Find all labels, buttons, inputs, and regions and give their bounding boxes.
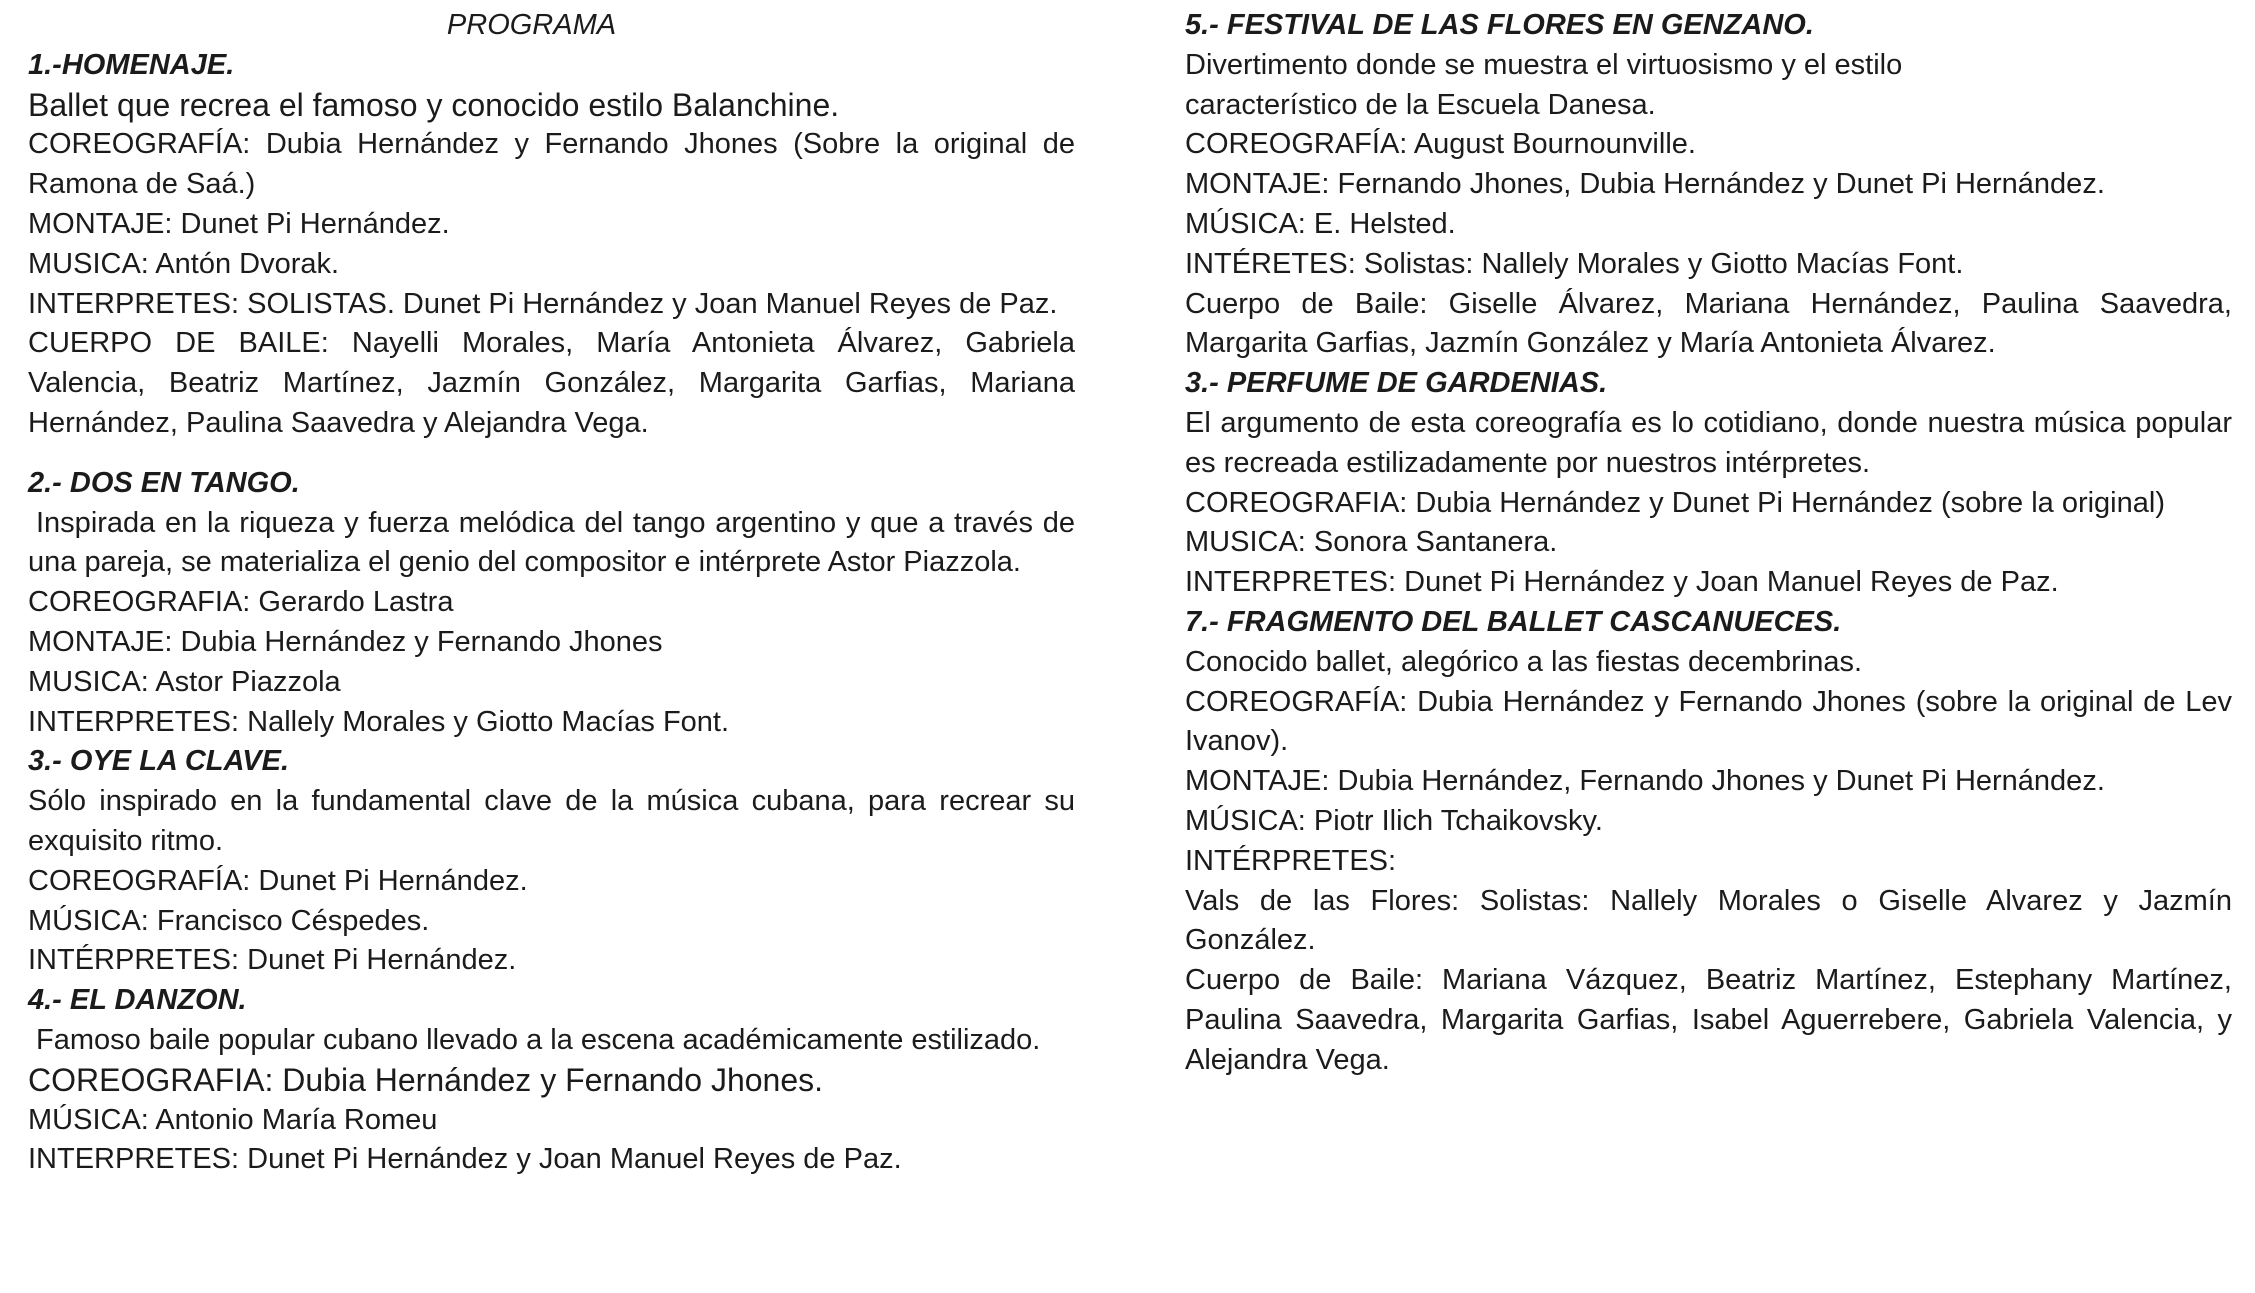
program-text: Cuerpo de Baile: Giselle Álvarez, Mariana Hernández, Paulina Saavedra, Margarita Garfias, Jazmín González y María Antonieta Álvarez.: [1185, 287, 2232, 360]
program-text: MÚSICA: E. Helsted.: [1185, 207, 1456, 240]
program-text: INTERPRETES: Dunet Pi Hernández y Joan Manuel Reyes de Paz.: [1185, 566, 2059, 599]
program-text: El argumento de esta coreografía es lo cotidiano, donde nuestra música popular es recreada estilizadamente por nuestros intérpretes.: [1185, 406, 2232, 479]
program-text: INTERPRETES: Dunet Pi Hernández y Joan Manuel Reyes de Paz.: [28, 1143, 902, 1176]
left-column: [28, 6, 1075, 1180]
program-text: Famoso baile popular cubano llevado a la escena académicamente estilizado.: [36, 1023, 1041, 1056]
program-text: INTÉRPRETES:: [1185, 844, 1397, 877]
program-text: MÚSICA: Francisco Céspedes.: [28, 904, 430, 937]
program-text: MONTAJE: Dunet Pi Hernández.: [28, 207, 450, 240]
program-text: COREOGRAFÍA: Dubia Hernández y Fernando Jhones (Sobre la original de Ramona de Saá.): [28, 128, 1075, 201]
program-text: MUSICA: Sonora Santanera.: [1185, 526, 1558, 559]
program-text: MÚSICA: Piotr Ilich Tchaikovsky.: [1185, 804, 1603, 837]
program-text: Sólo inspirado en la fundamental clave de la música cubana, para recrear su exquisito ritmo.: [28, 785, 1075, 857]
program-text: MÚSICA: Antonio María Romeu: [28, 1103, 438, 1136]
program-text: COREOGRAFIA: Gerardo Lastra: [28, 586, 454, 619]
program-text: INTERPRETES: Nallely Morales y Giotto Macías Font.: [28, 705, 730, 738]
section-heading: 7.- FRAGMENTO DEL BALLET CASCANUECES.: [1185, 605, 1842, 638]
program-text: característico de la Escuela Danesa.: [1185, 88, 1656, 121]
program-text: Cuerpo de Baile: Mariana Vázquez, Beatriz Martínez, Estephany Martínez, Paulina Saavedra, Margarita Garfias, Isabel Aguerrebere, Gabriela Valencia, y Alejandra Vega.: [1185, 964, 2232, 1076]
program-text: CUERPO DE BAILE: Nayelli Morales, María Antonieta Álvarez, Gabriela Valencia, Beatriz Martínez, Jazmín González, Margarita Garfias, Mariana Hernández, Paulina Saavedra y Alejandra Vega.: [28, 327, 1075, 439]
section-heading: 1.-HOMENAJE.: [28, 48, 235, 81]
section-heading: 3.- OYE LA CLAVE.: [28, 745, 290, 778]
program-text: COREOGRAFÍA: August Bournounville.: [1185, 128, 1696, 161]
program-text: INTÉRETES: Solistas: Nallely Morales y Giotto Macías Font.: [1185, 247, 1964, 280]
section-heading: 4.- EL DANZON.: [28, 984, 247, 1017]
page-title: PROGRAMA: [446, 9, 617, 41]
program-text: COREOGRAFIA: Dubia Hernández y Dunet Pi Hernández (sobre la original): [1185, 486, 2165, 519]
program-text: MONTAJE: Fernando Jhones, Dubia Hernández y Dunet Pi Hernández.: [1185, 168, 2105, 201]
right-column: [1185, 6, 2232, 1081]
program-text: Inspirada en la riqueza y fuerza melódica del tango argentino y que a través de una pareja, se materializa el genio del compositor e intérprete Astor Piazzola.: [28, 506, 1075, 579]
program-text: Vals de las Flores: Solistas: Nallely Morales o Giselle Alvarez y Jazmín González.: [1185, 884, 2232, 957]
program-text: COREOGRAFÍA: Dunet Pi Hernández.: [28, 864, 528, 897]
program-text: COREOGRAFIA: Dubia Hernández y Fernando Jhones.: [28, 1061, 824, 1098]
program-text: MUSICA: Antón Dvorak.: [28, 247, 340, 280]
program-text: INTÉRPRETES: Dunet Pi Hernández.: [28, 944, 517, 977]
section-heading: 5.- FESTIVAL DE LAS FLORES EN GENZANO.: [1185, 9, 1814, 41]
program-text: COREOGRAFÍA: Dubia Hernández y Fernando Jhones (sobre la original de Lev Ivanov).: [1185, 685, 2232, 758]
program-text: Conocido ballet, alegórico a las fiestas decembrinas.: [1185, 645, 1863, 678]
section-heading: 3.- PERFUME DE GARDENIAS.: [1185, 367, 1608, 400]
program-text: MONTAJE: Dubia Hernández y Fernando Jhones: [28, 625, 663, 658]
program-text: Ballet que recrea el famoso y conocido estilo Balanchine.: [28, 86, 840, 123]
section-heading: 2.- DOS EN TANGO.: [28, 466, 300, 499]
program-text: MUSICA: Astor Piazzola: [28, 665, 341, 698]
program-text: Divertimento donde se muestra el virtuosismo y el estilo: [1185, 48, 1903, 81]
program-text: INTERPRETES: SOLISTAS. Dunet Pi Hernández y Joan Manuel Reyes de Paz.: [28, 287, 1058, 320]
program-text: MONTAJE: Dubia Hernández, Fernando Jhones y Dunet Pi Hernández.: [1185, 765, 2105, 798]
